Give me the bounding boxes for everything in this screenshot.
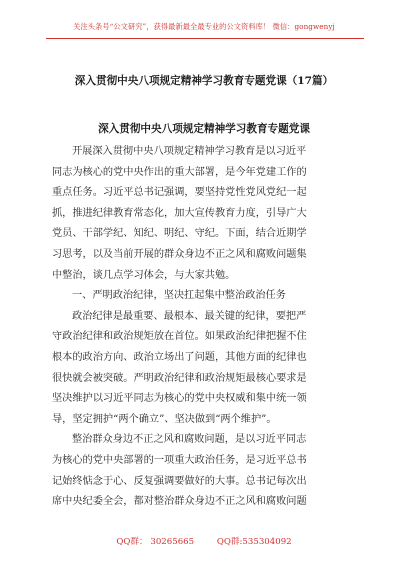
body-line: 守政治纪律和政治规矩放在首位。如果政治纪律把握不住 (52, 331, 307, 343)
body-line: 导，坚定拥护“两个确立”、坚决做到“两个维护”。 (52, 413, 277, 425)
body-text (52, 142, 358, 513)
header-notice: 关注头条号“公文研究”，获得最新最全最专业的公文资料库！ 微信：gongwenyj (73, 22, 335, 31)
body-line: 席中央纪委全会，都对整治群众身边不正之风和腐败问题 (52, 496, 307, 508)
body-line: 习思考，以及当前开展的群众身边不正之风和腐败问题集 (52, 248, 307, 260)
body-line: 很快就会被突破。严明政治纪律和政治规矩最核心要求是 (52, 372, 307, 384)
body-line: 记始终惦念于心、反复强调要做好的大事。总书记每次出 (52, 475, 307, 487)
body-line: 抓，推进纪律教育常态化，加大宣传教育力度，引导广大 (52, 207, 307, 219)
subheading: 一、严明政治纪律，坚决扛起集中整治政治任务 (72, 290, 286, 302)
footer-qq-group-1: QQ群： 30265665 (116, 537, 195, 547)
section-title: 深入贯彻中央八项规定精神学习教育专题党课 (98, 123, 310, 135)
body-line: 同志为核心的党中央作出的重大部署，是今年党建工作的 (52, 166, 307, 178)
document-title: 深入贯彻中央八项规定精神学习教育专题党课（17篇） (74, 75, 334, 87)
body-line: 中整治，谈几点学习体会，与大家共勉。 (52, 269, 236, 281)
body-line: 根本的政治方向、政治立场出了问题，其他方面的纪律也 (52, 351, 307, 363)
body-line: 为核心的党中央部署的一项重大政治任务，是习近平总书 (52, 454, 307, 466)
footer-contact (0, 535, 408, 547)
body-line: 开展深入贯彻中央八项规定精神学习教育是以习近平 (72, 146, 307, 157)
body-line: 整治群众身边不正之风和腐败问题，是以习近平同志 (72, 434, 307, 446)
body-line: 坚决维护以习近平同志为核心的党中央权威和集中统一领 (52, 393, 307, 405)
footer-qq-group-2: QQ群:535304092 (216, 537, 292, 547)
header-divider (46, 38, 364, 39)
body-line: 政治纪律是最重要、最根本、最关键的纪律，要把严 (72, 310, 307, 322)
body-line: 重点任务。习近平总书记强调，要坚持党性党风党纪一起 (52, 187, 307, 199)
body-line: 党员、干部学纪、知纪、明纪、守纪。下面，结合近期学 (52, 228, 307, 240)
